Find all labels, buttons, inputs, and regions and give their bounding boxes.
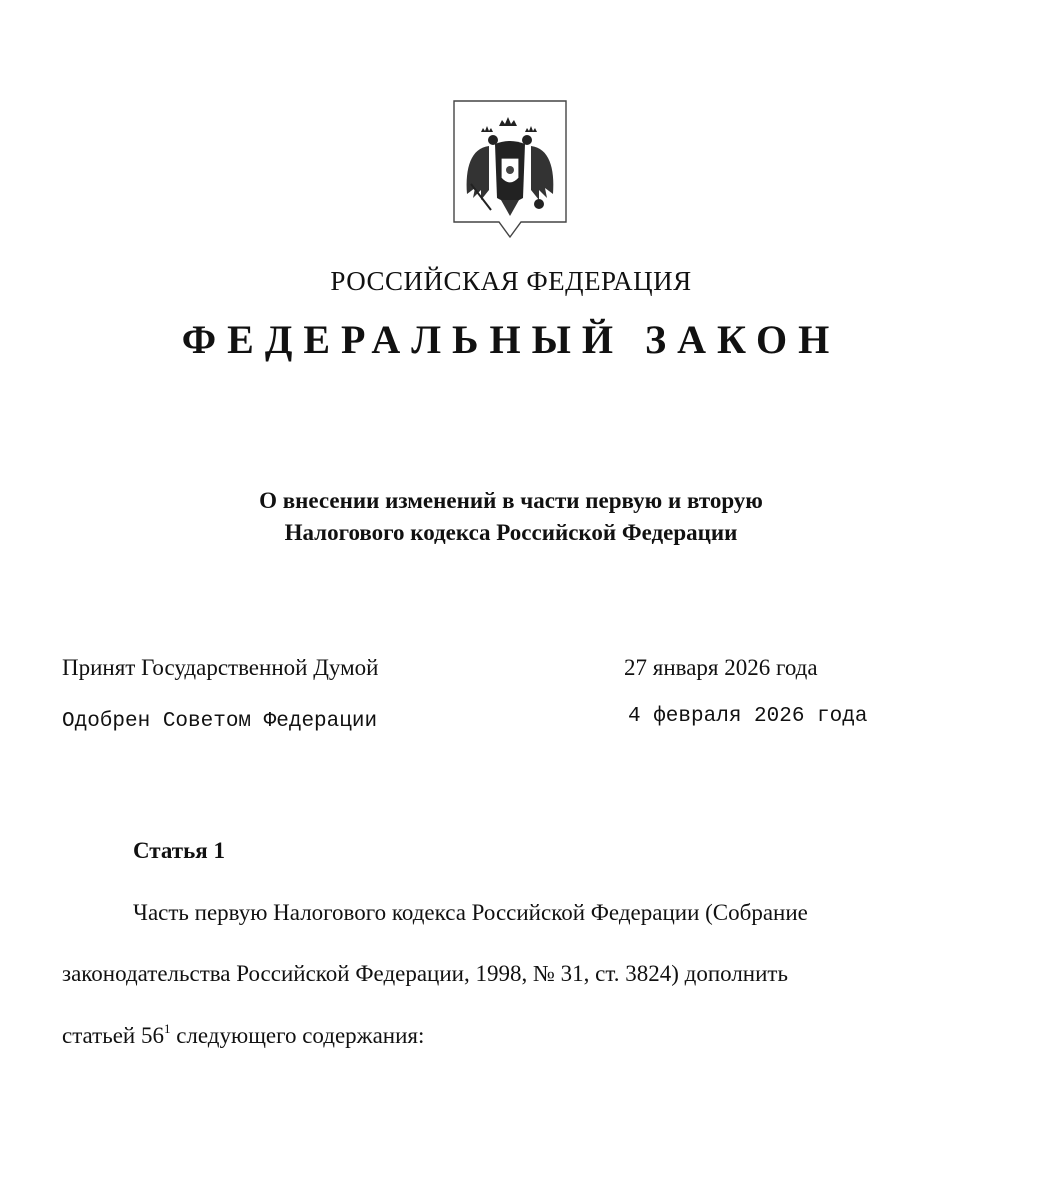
law-title-line: Налогового кодекса Российской Федерации (284, 520, 738, 545)
law-title (0, 485, 1022, 549)
article-text-line: законодательства Российской Федерации, 1998, № 31, ст. 3824) дополнить (62, 961, 788, 986)
article-text-suffix: следующего содержания: (170, 1023, 425, 1048)
article-text-line: Часть первую Налогового кодекса Российской Федерации (Собрание (133, 900, 808, 925)
article-text-line (62, 1023, 424, 1049)
law-title-line: О внесении изменений в части первую и вторую (259, 488, 763, 513)
country-name: РОССИЙСКАЯ ФЕДЕРАЦИЯ (330, 266, 692, 296)
article-ref-superscript: 1 (163, 1021, 171, 1036)
approved-council-date: 4 февраля 2026 года (628, 705, 868, 728)
russian-coat-of-arms-icon (451, 98, 569, 240)
adopted-duma-label: Принят Государственной Думой (62, 655, 379, 680)
adopted-duma-date: 27 января 2026 года (624, 655, 818, 680)
article-heading: Статья 1 (133, 838, 225, 863)
document-type: ФЕДЕРАЛЬНЫЙ ЗАКОН (181, 317, 841, 362)
approved-council-label: Одобрен Советом Федерации (62, 710, 378, 733)
article-ref: статьей 56 (62, 1023, 164, 1048)
